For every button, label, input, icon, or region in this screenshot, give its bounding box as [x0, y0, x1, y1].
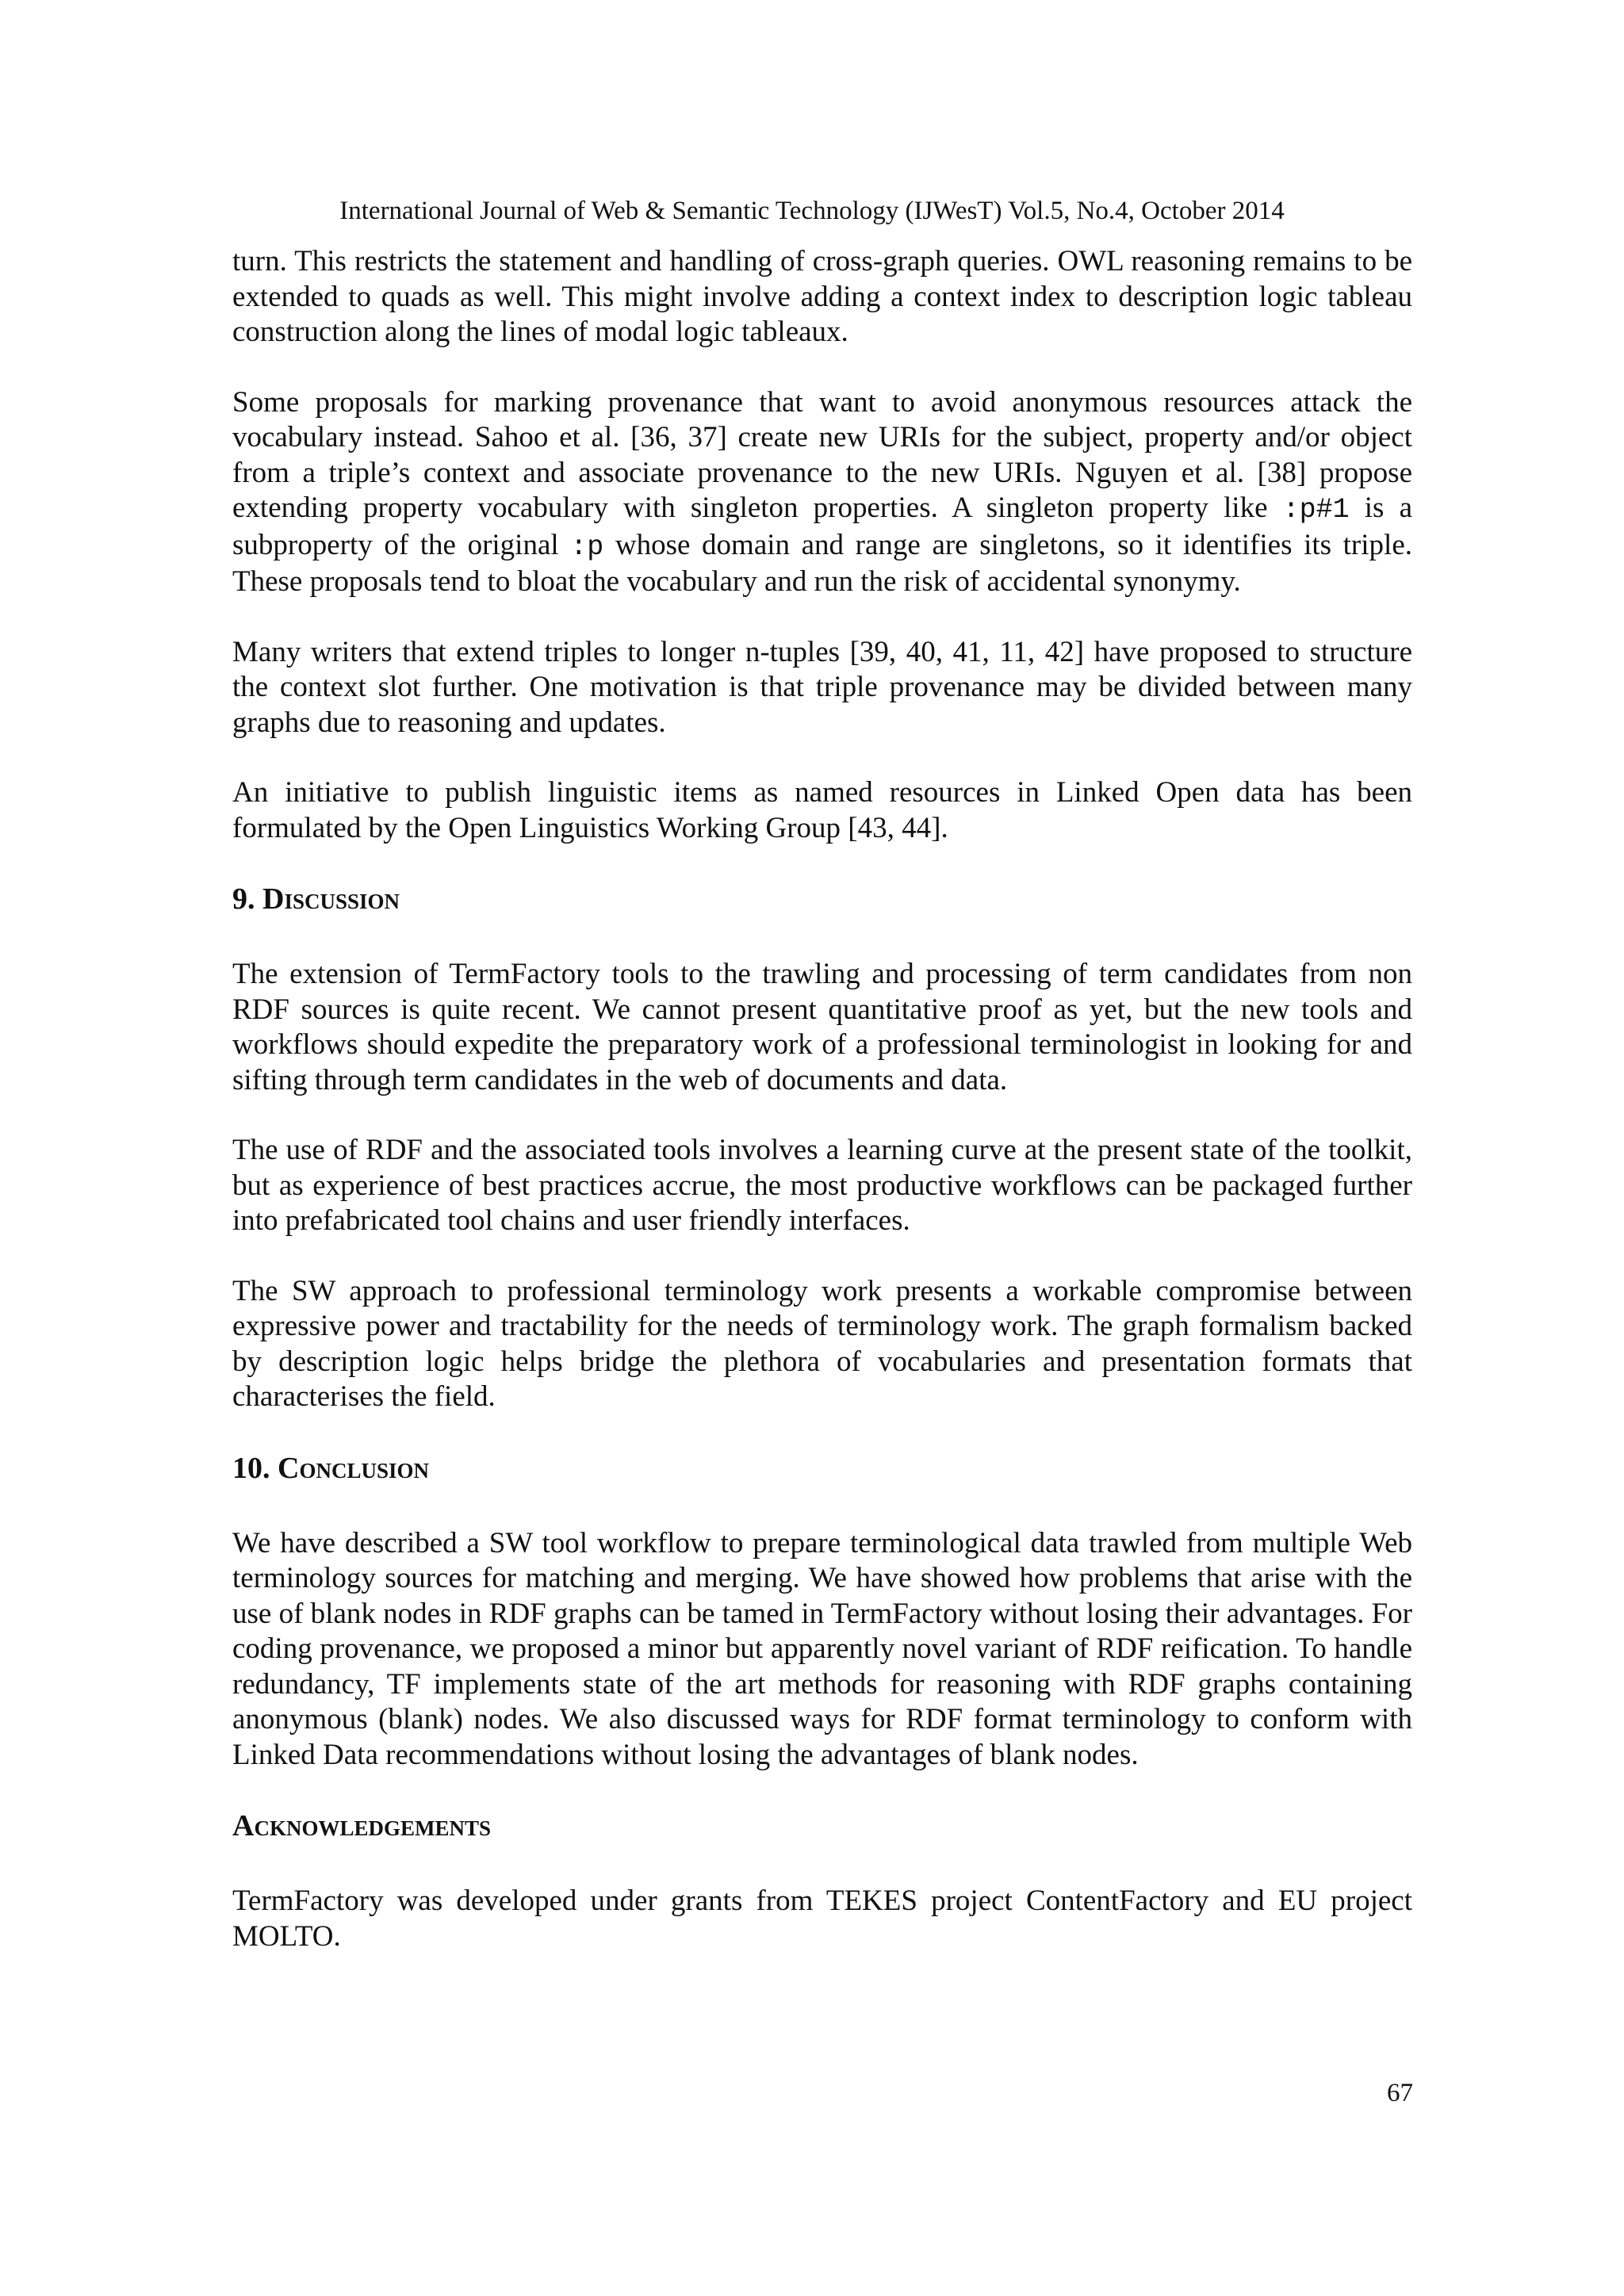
paragraph-discussion-2: The use of RDF and the associated tools involves a learning curve at the present state of the toolkit, but as experience of best practices accrue, the most productive workflows can be packaged further into prefabricated tool chains and user friendly interfaces.	[232, 1134, 1412, 1237]
section-title: Conclusion	[278, 1451, 429, 1485]
page-number: 67	[1387, 2079, 1413, 2107]
paragraph-n-tuples: Many writers that extend triples to longer n-tuples [39, 40, 41, 11, 42] have proposed to structure the context slot further. One motivation is that triple provenance may be divided between many graphs due to reasoning and updates.	[232, 635, 1412, 739]
running-header: International Journal of Web & Semantic Technology (IJWesT) Vol.5, No.4, October 2014	[339, 197, 1285, 225]
section-heading-acknowledgements	[232, 1808, 1412, 1844]
text-span: is a subproperty of the original	[232, 492, 1412, 561]
text-span: Some proposals for marking provenance that want to avoid anonymous resources attack the vocabulary instead. Sahoo et al. [36, 37] create new URIs for the subject, property and/or object from a triple’s context and associate provenance to the new URIs. Nguyen et al. [38] propose extending property vocabulary with singleton properties. A singleton property like	[232, 385, 1412, 524]
paragraph-linguistic-items: An initiative to publish linguistic items as named resources in Linked Open data has been formulated by the Open Linguistics Working Group [43, 44].	[232, 776, 1412, 844]
section-heading-discussion	[232, 881, 1412, 917]
paragraph-provenance-vocabulary	[232, 385, 1412, 600]
code-singleton-property: :p#1	[1282, 494, 1350, 526]
section-heading-conclusion	[232, 1450, 1412, 1487]
paragraph-quads: turn. This restricts the statement and handling of cross-graph queries. OWL reasoning remains to be extended to quads as well. This might involve adding a context index to description logic tableau construction along the lines of modal logic tableaux.	[232, 245, 1412, 348]
page-body	[232, 244, 1412, 1989]
paragraph-discussion-3: The SW approach to professional terminology work presents a workable compromise between expressive power and tractability for the needs of terminology work. The graph formalism backed by description logic helps bridge the plethora of vocabularies and presentation formats that characterises the field.	[232, 1274, 1412, 1413]
paragraph-conclusion: We have described a SW tool workflow to prepare terminological data trawled from multiple Web terminology sources for matching and merging. We have showed how problems that arise with the use of blank nodes in RDF graphs can be tamed in TermFactory without losing their advantages. For coding provenance, we proposed a minor but apparently novel variant of RDF reification. To handle redundancy, TF implements state of the art methods for reasoning with RDF graphs containing anonymous (blank) nodes. We also discussed ways for RDF format terminology to conform with Linked Data recommendations without losing the advantages of blank nodes.	[232, 1526, 1412, 1771]
paragraph-discussion-1: The extension of TermFactory tools to the trawling and processing of term candidates from non RDF sources is quite recent. We cannot present quantitative proof as yet, but the new tools and workflows should expedite the preparatory work of a professional terminologist in looking for and sifting through term candidates in the web of documents and data.	[232, 958, 1412, 1096]
text-span: whose domain and range are singletons, so it identifies its triple. These proposals tend to bloat the vocabulary and run the risk of accidental synonymy.	[232, 528, 1412, 598]
section-title: Discussion	[262, 882, 400, 916]
section-number: 10.	[232, 1451, 278, 1485]
section-number: 9.	[232, 882, 262, 916]
code-original-property: :p	[570, 530, 604, 563]
section-title: Acknowledgements	[232, 1809, 491, 1843]
paragraph-acknowledgements: TermFactory was developed under grants from TEKES project ContentFactory and EU project MOLTO.	[232, 1885, 1412, 1953]
